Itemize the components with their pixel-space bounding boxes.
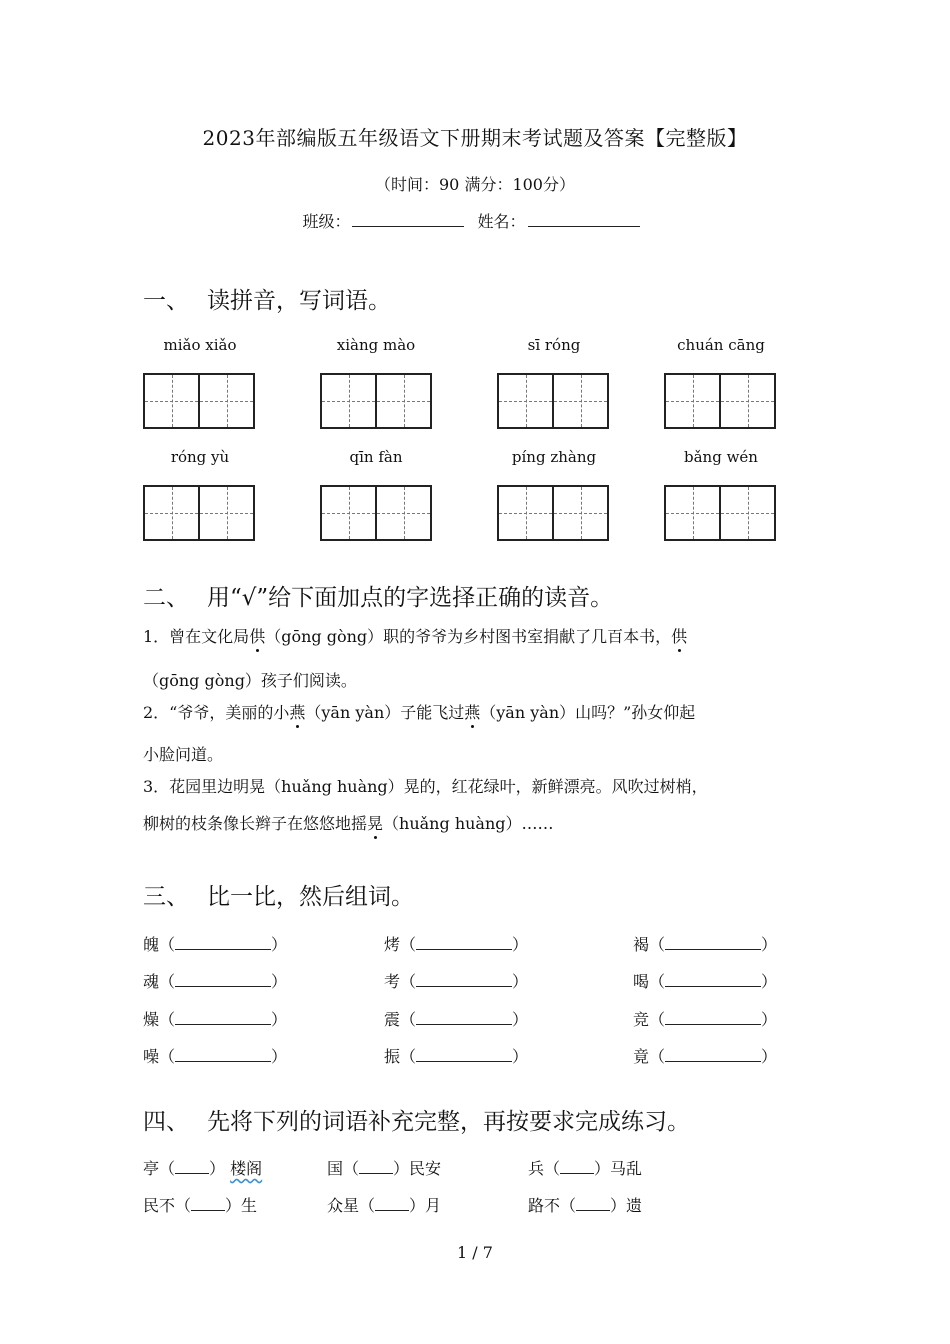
dotted-char: 供: [671, 627, 688, 646]
compare-item: 振（ ）: [384, 1047, 529, 1066]
answer-blank[interactable]: [175, 972, 271, 987]
name-blank[interactable]: [528, 212, 640, 227]
class-name-line: [0, 209, 950, 232]
answer-blank[interactable]: [416, 1047, 512, 1062]
idiom-blank[interactable]: [359, 1159, 393, 1174]
idiom-item: 亭（ ） 楼阁: [143, 1159, 263, 1178]
idiom-item: 兵（ ）马乱: [528, 1159, 643, 1178]
pinyin-label: róng yù: [170, 448, 230, 466]
writing-grid[interactable]: [497, 373, 609, 429]
answer-blank[interactable]: [175, 1047, 271, 1062]
idiom-blank[interactable]: [175, 1159, 209, 1174]
answer-blank[interactable]: [416, 935, 512, 950]
pinyin-label: píng zhàng: [511, 448, 597, 466]
writing-grid[interactable]: [143, 373, 255, 429]
idiom-blank[interactable]: [375, 1196, 409, 1211]
section4-heading: 四、 先将下列的词语补充完整，再按要求完成练习。: [143, 1109, 690, 1135]
idiom-item: 众星（ ）月: [327, 1196, 442, 1215]
answer-blank[interactable]: [175, 935, 271, 950]
section1-heading: 一、 读拼音，写词语。: [143, 288, 391, 314]
question-3-line-1: 3．花园里边明晃（huǎng huàng）晃的，红花绿叶，新鲜漂亮。风吹过树梢，: [143, 777, 708, 796]
pinyin-label: sī róng: [527, 336, 581, 354]
compare-item: 震（ ）: [384, 1010, 529, 1029]
writing-grid[interactable]: [664, 485, 776, 541]
class-label: 班级：: [302, 212, 351, 231]
writing-grid[interactable]: [143, 485, 255, 541]
idiom-blank[interactable]: [191, 1196, 225, 1211]
section3-heading: 三、 比一比，然后组词。: [143, 884, 414, 910]
answer-blank[interactable]: [665, 972, 761, 987]
wavy-underlined-word: 楼阁: [230, 1159, 263, 1178]
pinyin-label: bǎng wén: [684, 448, 758, 466]
compare-item: 竞（ ）: [633, 1010, 778, 1029]
page-number: 1 / 7: [457, 1243, 493, 1262]
pinyin-label: chuán cāng: [677, 336, 765, 354]
exam-info: （时间：90 满分：100分）: [375, 175, 575, 194]
pinyin-label: miǎo xiǎo: [163, 336, 237, 354]
class-blank[interactable]: [352, 212, 464, 227]
writing-grid[interactable]: [497, 485, 609, 541]
answer-blank[interactable]: [175, 1010, 271, 1025]
compare-item: 魂（ ）: [143, 972, 288, 991]
idiom-item: 民不（ ）生: [143, 1196, 258, 1215]
compare-item: 噪（ ）: [143, 1047, 288, 1066]
compare-item: 燥（ ）: [143, 1010, 288, 1029]
answer-blank[interactable]: [665, 935, 761, 950]
compare-item: 竟（ ）: [633, 1047, 778, 1066]
compare-item: 考（ ）: [384, 972, 529, 991]
idiom-item: 国（ ）民安: [327, 1159, 442, 1178]
question-1-line-1: 1．曾在文化局供（gōng gòng）职的爷爷为乡村图书室捐献了几百本书，供: [143, 627, 688, 646]
idiom-item: 路不（ ）遗: [528, 1196, 643, 1215]
writing-grid[interactable]: [320, 373, 432, 429]
answer-blank[interactable]: [416, 1010, 512, 1025]
writing-grid[interactable]: [664, 373, 776, 429]
compare-item: 褐（ ）: [633, 935, 778, 954]
writing-grid[interactable]: [320, 485, 432, 541]
page-title: 2023年部编版五年级语文下册期末考试题及答案【完整版】: [202, 126, 748, 150]
answer-blank[interactable]: [665, 1047, 761, 1062]
dotted-char: 供: [249, 627, 266, 646]
dotted-char: 燕: [289, 703, 306, 722]
question-1-line-2: （gōng gòng）孩子们阅读。: [143, 671, 357, 690]
compare-item: 魄（ ）: [143, 935, 288, 954]
pinyin-label: xiàng mào: [336, 336, 416, 354]
question-2-line-1: 2．“爷爷，美丽的小燕（yān yàn）子能飞过燕（yān yàn）山吗？”孙女仰起: [143, 703, 696, 722]
question-3-line-2: 柳树的枝条像长辫子在悠悠地摇晃（huǎng huàng）……: [143, 814, 554, 833]
pinyin-label: qīn fàn: [349, 448, 403, 466]
compare-item: 喝（ ）: [633, 972, 778, 991]
question-2-line-2: 小脸问道。: [143, 745, 224, 764]
dotted-char: 晃: [367, 814, 384, 833]
name-label: 姓名：: [477, 212, 526, 231]
dotted-char: 燕: [464, 703, 481, 722]
section2-heading: 二、 用“√”给下面加点的字选择正确的读音。: [143, 585, 614, 611]
idiom-blank[interactable]: [560, 1159, 594, 1174]
compare-item: 烤（ ）: [384, 935, 529, 954]
answer-blank[interactable]: [665, 1010, 761, 1025]
idiom-blank[interactable]: [576, 1196, 610, 1211]
answer-blank[interactable]: [416, 972, 512, 987]
